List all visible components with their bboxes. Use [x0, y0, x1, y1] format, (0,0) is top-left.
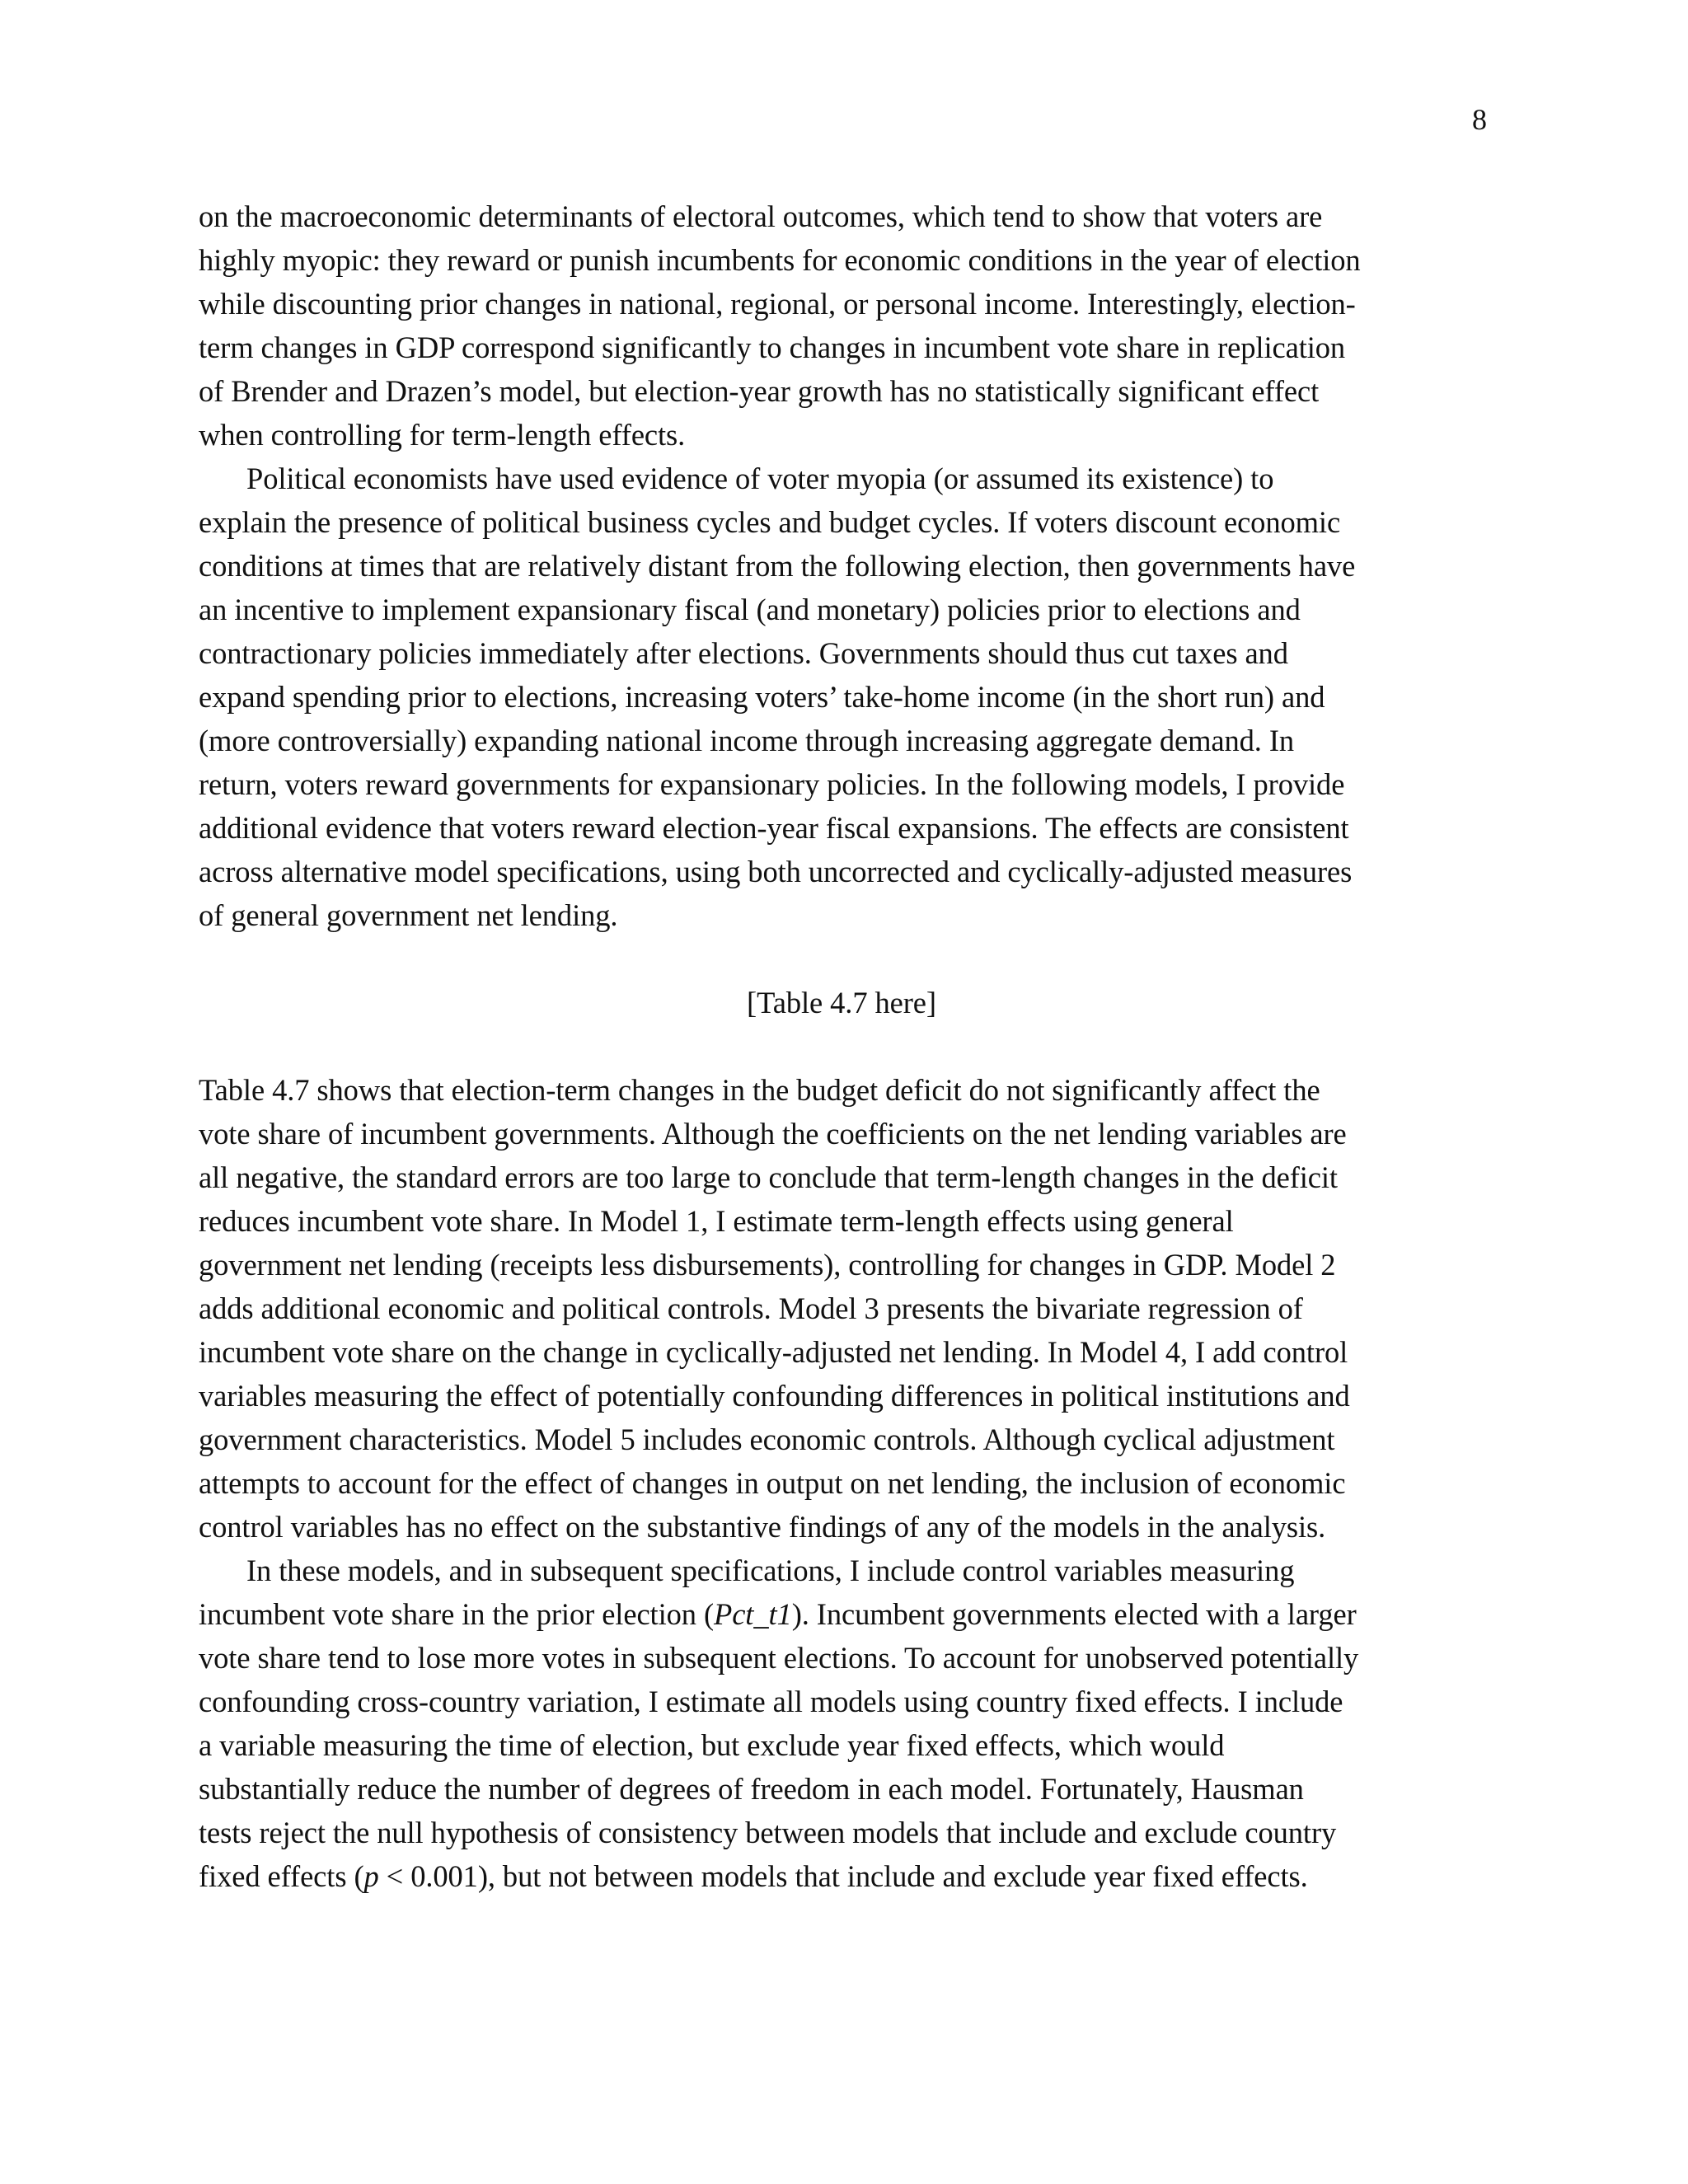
text-line: return, voters reward governments for expansionary policies. In the following models, I provide — [199, 767, 1345, 801]
text-line: when controlling for term-length effects. — [199, 418, 686, 452]
text-line: Political economists have used evidence of voter myopia (or assumed its existence) to — [246, 462, 1274, 495]
text-segment: < 0.001), but not between models that include and exclude year fixed effects. — [378, 1859, 1308, 1893]
text-line: all negative, the standard errors are too large to conclude that term-length changes in the deficit — [199, 1160, 1338, 1194]
text-line: government characteristics. Model 5 includes economic controls. Although cyclical adjustment — [199, 1422, 1335, 1456]
text-line: term changes in GDP correspond significantly to changes in incumbent vote share in replication — [199, 330, 1346, 364]
text-line: variables measuring the effect of potentially confounding differences in political institutions and — [199, 1379, 1350, 1413]
text-line: control variables has no effect on the substantive findings of any of the models in the analysis. — [199, 1510, 1326, 1544]
paragraph-2 — [199, 457, 1484, 937]
text-line: across alternative model specifications, using both uncorrected and cyclically-adjusted measures — [199, 855, 1353, 888]
paragraph-4 — [199, 1549, 1484, 1898]
text-line: tests reject the null hypothesis of consistency between models that include and exclude country — [199, 1816, 1337, 1849]
text-segment: fixed effects ( — [199, 1859, 364, 1893]
text-line: additional evidence that voters reward election-year fiscal expansions. The effects are consistent — [199, 811, 1349, 845]
text-line: of Brender and Drazen’s model, but election-year growth has no statistically significant effect — [199, 374, 1320, 408]
text-line: substantially reduce the number of degrees of freedom in each model. Fortunately, Hausman — [199, 1772, 1304, 1806]
text-line — [199, 1854, 1484, 1898]
text-line: a variable measuring the time of election, but exclude year fixed effects, which would — [199, 1728, 1225, 1762]
paragraph-3 — [199, 1068, 1484, 1549]
text-line: incumbent vote share on the change in cyclically-adjusted net lending. In Model 4, I add control — [199, 1335, 1348, 1369]
text-line: vote share tend to lose more votes in subsequent elections. To account for unobserved potentially — [199, 1641, 1359, 1675]
text-line: adds additional economic and political controls. Model 3 presents the bivariate regression of — [199, 1291, 1303, 1325]
text-segment: incumbent vote share in the prior election ( — [199, 1597, 715, 1631]
text-line: explain the presence of political business cycles and budget cycles. If voters discount economic — [199, 505, 1341, 539]
text-line: vote share of incumbent governments. Although the coefficients on the net lending variables are — [199, 1117, 1347, 1151]
text-line: confounding cross-country variation, I estimate all models using country fixed effects. I include — [199, 1685, 1343, 1718]
text-line: (more controversially) expanding national income through increasing aggregate demand. In — [199, 724, 1295, 757]
text-line: on the macroeconomic determinants of electoral outcomes, which tend to show that voters are — [199, 199, 1323, 233]
page-number: 8 — [1472, 103, 1487, 136]
text-line: reduces incumbent vote share. In Model 1, I estimate term-length effects using general — [199, 1204, 1234, 1238]
text-line: government net lending (receipts less disbursements), controlling for changes in GDP. Model 2 — [199, 1248, 1336, 1282]
text-line: highly myopic: they reward or punish incumbents for economic conditions in the year of election — [199, 243, 1361, 277]
text-line: expand spending prior to elections, increasing voters’ take-home income (in the short run) and — [199, 680, 1325, 714]
text-line: conditions at times that are relatively distant from the following election, then governments have — [199, 549, 1356, 583]
text-segment: ). Incumbent governments elected with a larger — [791, 1597, 1357, 1631]
text-line: Table 4.7 shows that election-term changes in the budget deficit do not significantly affect the — [199, 1073, 1320, 1107]
text-line: an incentive to implement expansionary fiscal (and monetary) policies prior to elections and — [199, 593, 1301, 626]
table-placeholder: [Table 4.7 here] — [747, 986, 936, 1019]
text-line: while discounting prior changes in national, regional, or personal income. Interestingly, election- — [199, 287, 1356, 321]
text-line: contractionary policies immediately after elections. Governments should thus cut taxes and — [199, 636, 1288, 670]
text-line — [199, 1592, 1484, 1636]
body-text — [199, 194, 1484, 1898]
text-line: of general government net lending. — [199, 898, 618, 932]
text-line: attempts to account for the effect of changes in output on net lending, the inclusion of economic — [199, 1466, 1346, 1500]
text-line: In these models, and in subsequent specifications, I include control variables measuring — [246, 1554, 1295, 1587]
variable-name: p — [363, 1859, 379, 1893]
variable-name: Pct_t1 — [714, 1597, 792, 1631]
paragraph-1 — [199, 194, 1484, 457]
